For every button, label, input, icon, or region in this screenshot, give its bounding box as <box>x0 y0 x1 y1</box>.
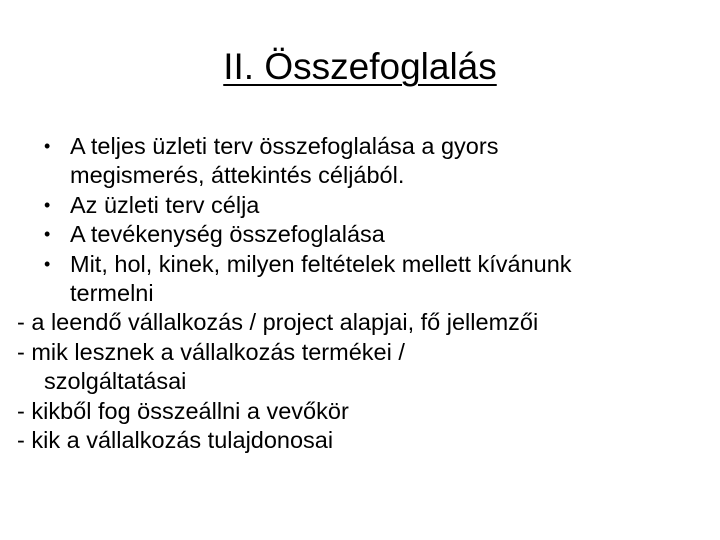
bullet-item <box>44 220 704 249</box>
bullet-text: A tevékenység összefoglalása <box>70 221 385 248</box>
dash-text: szolgáltatásai <box>44 368 187 395</box>
bullet-marker: • <box>44 136 51 156</box>
bullet-text: Mit, hol, kinek, milyen feltételek mellett kívánunk <box>70 250 572 277</box>
bullet-text: A teljes üzleti terv összefoglalása a gyors <box>70 133 499 159</box>
dash-item <box>17 308 704 337</box>
dash-item <box>17 397 704 426</box>
bullet-item <box>44 250 704 279</box>
dash-item <box>17 338 704 367</box>
dash-text: - kikből fog összeállni a vevőkör <box>17 397 349 424</box>
bullet-marker: • <box>44 224 51 245</box>
bullet-text: Az üzleti terv célja <box>70 191 260 218</box>
slide-title: II. Összefoglalás <box>223 46 497 87</box>
dash-text: - kik a vállalkozás tulajdonosai <box>17 427 334 454</box>
bullet-item <box>44 132 704 161</box>
dash-continuation <box>44 367 704 396</box>
bullet-item <box>44 191 704 220</box>
slide-content <box>17 132 704 455</box>
dash-text: - a leendő vállalkozás / project alapjai, fő jellemzői <box>17 309 539 336</box>
dash-item <box>17 426 704 455</box>
bullet-marker: • <box>44 194 51 215</box>
dash-text: - mik lesznek a vállalkozás termékei / <box>17 338 405 365</box>
bullet-continuation <box>44 279 704 308</box>
bullet-marker: • <box>44 253 51 274</box>
bullet-text: megismerés, áttekintés céljából. <box>70 162 405 189</box>
bullet-continuation <box>44 161 704 190</box>
bullet-text: termelni <box>70 280 154 307</box>
